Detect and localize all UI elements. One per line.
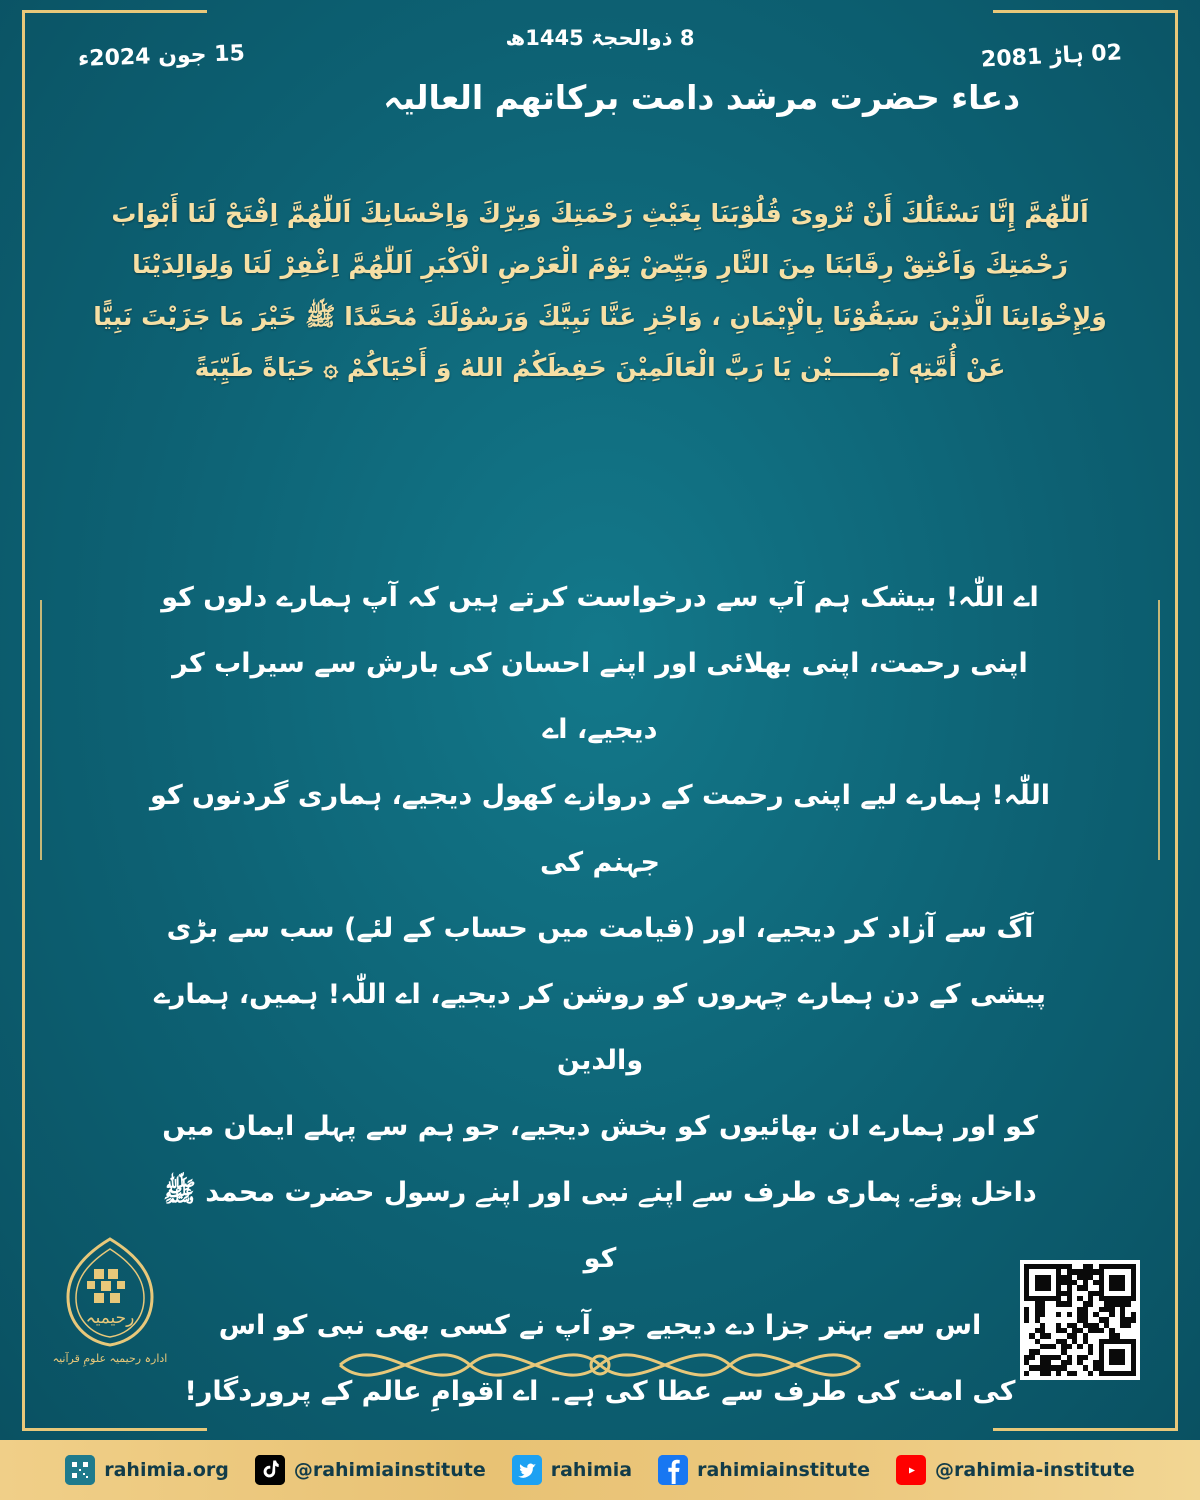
frame-accent-left (40, 600, 42, 860)
urdu-line: کی امت کی طرف سے عطا کی ہے۔ اے اقوامِ عالم کے پروردگار! (184, 1375, 1016, 1407)
qr-code[interactable] (1020, 1260, 1140, 1380)
urdu-line: داخل ہوئے۔ ہماری طرف سے اپنے نبی اور اپنے رسول حضرت محمد ﷺ کو (163, 1177, 1037, 1275)
urdu-line: آگ سے آزاد کر دیجیے، اور (قیامت میں حساب کے لئے) سب سے بڑی (166, 912, 1034, 944)
social-label-tiktok: @rahimiainstitute (293, 1459, 486, 1481)
facebook-icon (658, 1455, 688, 1485)
social-label-twitter: rahimia (550, 1459, 633, 1481)
tiktok-icon (255, 1455, 285, 1485)
gregorian-date: 15 جون 2024ء (77, 41, 246, 72)
nanakshahi-date: 02 ہاڑ 2081 (980, 40, 1123, 73)
frame-accent-right (1158, 600, 1160, 860)
ornamental-divider (320, 1330, 880, 1400)
youtube-icon (896, 1455, 926, 1485)
frame-border-top-left (22, 10, 207, 13)
urdu-line: پیشی کے دن ہمارے چہروں کو روشن کر دیجیے، اے اللّٰہ! ہمیں، ہمارے والدین (154, 978, 1046, 1076)
urdu-line: اس سے بہتر جزا دے دیجیے جو آپ نے کسی بھی نبی کو اس (218, 1309, 982, 1341)
social-label-website: rahimia.org (104, 1459, 229, 1481)
qr-code-matrix (1024, 1264, 1136, 1376)
social-link-website[interactable] (65, 1455, 229, 1485)
date-row (60, 26, 1140, 86)
social-link-tiktok[interactable] (255, 1455, 486, 1485)
hijri-date: 8 ذوالحجۃ 1445ھ (505, 26, 695, 50)
urdu-line: اے اللّٰہ! بیشک ہم آپ سے درخواست کرتے ہیں کہ آپ ہمارے دلوں کو (161, 582, 1039, 613)
frame-border-left (22, 10, 25, 1430)
social-footer-bar (0, 1440, 1200, 1500)
twitter-icon (512, 1455, 542, 1485)
logo-subtitle: ادارہ رحیمیہ علومِ قرآنیہ (52, 1352, 168, 1365)
social-link-twitter[interactable] (512, 1455, 632, 1485)
social-link-facebook[interactable] (658, 1455, 870, 1485)
arabic-dua-text: اَللّٰهُمَّ إِنَّا نَسْئَلُكَ أَنْ تُرْوِىَ قُلُوْبَنَا بِغَيْثِ رَحْمَتِكَ وَبِرِّكَ وَاِحْسَانِكَ اَللّٰهُمَّ اِفْتَحْ لَنَا أَبْوَابَ رَحْمَتِكَ وَاَعْتِقْ رِقَابَنَا مِنَ النَّارِ وَبَيِّضْ يَوْمَ الْعَرْضِ الْاَكْبَرِ اَللّٰهُمَّ اِغْفِرْ لَنَا وَلِوَالِدَيْنَا وَلِإِخْوَانِنَا الَّذِيْنَ سَبَقُوْنَا بِالْإِيْمَانِ ، وَاجْزِ عَنَّا نَبِيَّكَ وَرَسُوْلَكَ مُحَمَّدًا ﷺ خَيْرَ مَا جَزَيْتَ نَبِيًّا عَنْ أُمَّتِهٖ آمِـــــيْن يَا رَبَّ الْعَالَمِيْنَ حَفِظَكُمُ اللهُ وَ أَحْيَاكُمْ ۞ حَيَاةً طَيِّبَةً (93, 199, 1107, 382)
page-title: دعاء حضرت مرشد دامت بركاتهم العالیہ (383, 78, 1020, 117)
frame-border-top-right (993, 10, 1178, 13)
frame-border-right (1175, 10, 1178, 1430)
urdu-line: اپنی رحمت، اپنی بھلائی اور اپنے احسان کی بارش سے سیراب کر دیجیے، اے (172, 648, 1028, 746)
urdu-translation-block (150, 565, 1050, 1440)
website-icon (65, 1455, 95, 1485)
urdu-line: کو اور ہمارے ان بھائیوں کو بخش دیجیے، جو ہم سے پہلے ایمان میں (162, 1111, 1038, 1143)
social-link-youtube[interactable] (896, 1455, 1135, 1485)
urdu-line (150, 1425, 1050, 1440)
svg-text:رحیمیہ: رحیمیہ (85, 1308, 135, 1328)
social-label-facebook: rahimiainstitute (697, 1459, 870, 1481)
urdu-line: اللّٰہ! ہمارے لیے اپنی رحمت کے دروازے کھول دیجیے، ہماری گردنوں کو جہنم کی (150, 780, 1050, 878)
social-label-youtube: @rahimia-institute (935, 1459, 1135, 1481)
institute-logo (50, 1235, 170, 1385)
